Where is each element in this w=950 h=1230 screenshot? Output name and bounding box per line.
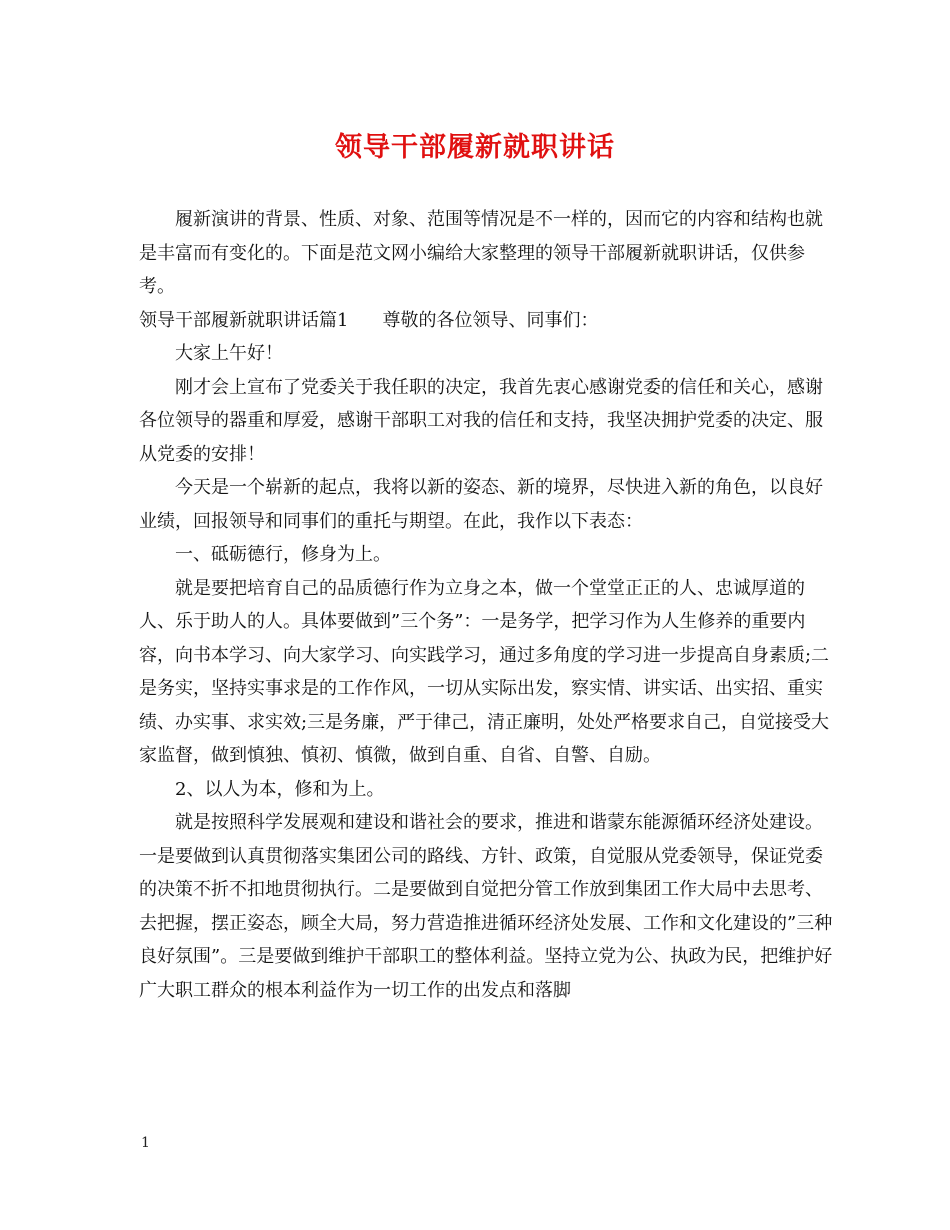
document-body xyxy=(139,203,834,1007)
section-point-1: 一、砥砺德行，修身为上。 xyxy=(175,544,391,565)
document-title: 领导干部履新就职讲话 xyxy=(335,132,615,163)
paragraph: 就是按照科学发展观和建设和谐社会的要求，推进和谐蒙东能源循环经济处建设。一是要做到认真贯彻落实集团公司的路线、方针、政策，自觉服从党委领导，保证党委的决策不折不扣地贯彻执行。二是要做到自觉把分管工作放到集团工作大局中去思考、去把握，摆正姿态，顾全大局，努力营造推进循环经济处发展、工作和文化建设的”三种良好氛围”。三是要做到维护干部职工的整体利益。坚持立党为公、执政为民，把维护好广大职工群众的根本利益作为一切工作的出发点和落脚 xyxy=(139,812,833,1001)
section-point-2: 2、以人为本，修和为上。 xyxy=(175,778,385,800)
salutation: 尊敬的各位领导、同事们： xyxy=(382,309,599,331)
greeting: 大家上午好！ xyxy=(175,343,283,364)
paragraph: 就是要把培育自己的品质德行作为立身之本，做一个堂堂正正的人、忠诚厚道的人、乐于助人的人。具体要做到”三个务”：一是务学，把学习作为人生修养的重要内容，向书本学习、向大家学习、向实践学习，通过多角度的学习进一步提高自身素质;二是务实，坚持实事求是的工作作风，一切从实际出发，察实情、讲实话、出实招、重实绩、办实事、求实效;三是务廉，严于律己，清正廉明，处处严格要求自己，自觉接受大家监督，做到慎独、慎初、慎微，做到自重、自省、自警、自励。 xyxy=(139,577,830,766)
page-number: 1 xyxy=(141,1135,150,1151)
section-heading-line xyxy=(139,304,834,338)
intro-paragraph: 履新演讲的背景、性质、对象、范围等情况是不一样的，因而它的内容和结构也就是丰富而有变化的。下面是范文网小编给大家整理的领导干部履新就职讲话，仅供参考。 xyxy=(139,209,823,297)
paragraph: 刚才会上宣布了党委关于我任职的决定，我首先衷心感谢党委的信任和关心，感谢各位领导的器重和厚爱，感谢干部职工对我的信任和支持，我坚决拥护党委的决定、服从党委的安排！ xyxy=(139,376,823,465)
section-heading: 领导干部履新就职讲话篇1 xyxy=(139,309,349,331)
paragraph: 今天是一个崭新的起点，我将以新的姿态、新的境界，尽快进入新的角色，以良好业绩，回报领导和同事们的重托与期望。在此，我作以下表态： xyxy=(139,477,823,532)
